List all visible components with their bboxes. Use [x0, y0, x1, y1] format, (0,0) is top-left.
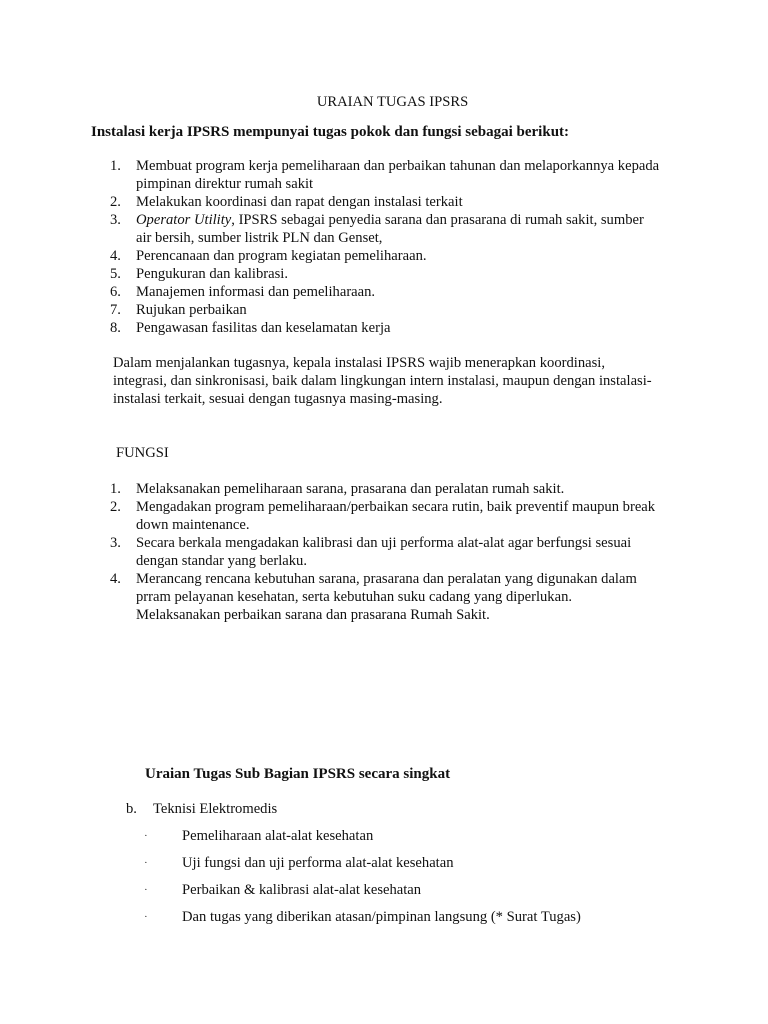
fungsi-heading: FUNGSI [116, 445, 169, 461]
list-item-line: Perencanaan dan program kegiatan pemeliharaan. [136, 248, 427, 264]
function-list [110, 480, 670, 624]
list-item [110, 570, 670, 624]
duty-paragraph [113, 354, 658, 408]
list-item-line: pimpinan direktur rumah sakit [136, 176, 314, 192]
lead-sentence: Instalasi kerja IPSRS mempunyai tugas pokok dan fungsi sebagai berikut: [91, 124, 570, 140]
list-item-line: Rujukan perbaikan [136, 302, 247, 318]
bullet-item [144, 881, 664, 908]
paragraph-line: Dalam menjalankan tugasnya, kepala instalasi IPSRS wajib menerapkan koordinasi, [113, 355, 606, 371]
list-item-line: Membuat program kerja pemeliharaan dan perbaikan tahunan dan melaporkannya kepada [136, 158, 660, 174]
list-item-line: Manajemen informasi dan pemeliharaan. [136, 284, 376, 300]
list-number: 1. [110, 158, 121, 174]
list-item-line: Secara berkala mengadakan kalibrasi dan uji performa alat-alat agar berfungsi sesuai [136, 535, 632, 551]
list-number: 2. [110, 499, 121, 515]
bullet-text: Dan tugas yang diberikan atasan/pimpinan langsung (* Surat Tugas) [182, 909, 581, 925]
list-item-line: Mengadakan program pemeliharaan/perbaikan secara rutin, baik preventif maupun break [136, 499, 656, 515]
list-item-text: , IPSRS sebagai penyedia sarana dan prasarana di rumah sakit, sumber [231, 212, 644, 228]
italic-term: Operator Utility [136, 212, 232, 228]
list-item [110, 301, 670, 319]
list-item-line: air bersih, sumber listrik PLN dan Genset, [136, 230, 383, 246]
list-item [110, 193, 670, 211]
sub-section-heading [126, 800, 277, 818]
sub-section-title: Uraian Tugas Sub Bagian IPSRS secara singkat [145, 766, 451, 782]
list-number: 1. [110, 481, 121, 497]
list-number: 3. [110, 535, 121, 551]
bullet-item [144, 854, 664, 881]
list-number: 7. [110, 302, 121, 318]
list-item-line: Melaksanakan perbaikan sarana dan prasarana Rumah Sakit. [136, 607, 490, 623]
list-item [110, 283, 670, 301]
list-item-line: Melaksanakan pemeliharaan sarana, prasarana dan peralatan rumah sakit. [136, 481, 565, 497]
list-number: 3. [110, 212, 121, 228]
list-item [110, 498, 670, 534]
paragraph-line: integrasi, dan sinkronisasi, baik dalam lingkungan intern instalasi, maupun dengan instalasi- [113, 373, 652, 389]
list-number: 4. [110, 248, 121, 264]
bullet-text: Uji fungsi dan uji performa alat-alat kesehatan [182, 855, 454, 871]
bullet-dot-icon: · [144, 857, 148, 869]
list-item [110, 319, 670, 337]
list-item [110, 265, 670, 283]
bullet-item [144, 908, 664, 935]
bullet-item [144, 827, 664, 854]
list-item [110, 480, 670, 498]
paragraph-line: instalasi terkait, sesuai dengan tugasnya masing-masing. [113, 391, 443, 407]
document-title: URAIAN TUGAS IPSRS [316, 94, 469, 110]
sub-section-bullets [144, 827, 664, 935]
list-number: 6. [110, 284, 121, 300]
list-item [110, 247, 670, 265]
list-item [110, 211, 670, 247]
bullet-dot-icon: · [144, 911, 148, 923]
bullet-text: Pemeliharaan alat-alat kesehatan [182, 828, 374, 844]
list-item-line: Pengukuran dan kalibrasi. [136, 266, 288, 282]
list-number: 4. [110, 571, 121, 587]
list-number: 8. [110, 320, 121, 336]
list-item-line: prram pelayanan kesehatan, serta kebutuhan suku cadang yang diperlukan. [136, 589, 573, 605]
list-item [110, 534, 670, 570]
bullet-dot-icon: · [144, 884, 148, 896]
list-item-line: Pengawasan fasilitas dan keselamatan kerja [136, 320, 391, 336]
list-item-line [136, 211, 670, 229]
list-item [110, 157, 670, 193]
sub-section-label: Teknisi Elektromedis [153, 801, 278, 817]
list-number: 5. [110, 266, 121, 282]
list-item-line: down maintenance. [136, 517, 250, 533]
list-item-line: Merancang rencana kebutuhan sarana, prasarana dan peralatan yang digunakan dalam [136, 571, 637, 587]
list-item-line: Melakukan koordinasi dan rapat dengan instalasi terkait [136, 194, 463, 210]
list-item-line: dengan standar yang berlaku. [136, 553, 308, 569]
bullet-text: Perbaikan & kalibrasi alat-alat kesehatan [182, 882, 422, 898]
list-number: 2. [110, 194, 121, 210]
task-list [110, 157, 670, 337]
sub-section-letter: b. [126, 801, 137, 817]
bullet-dot-icon: · [144, 830, 148, 842]
